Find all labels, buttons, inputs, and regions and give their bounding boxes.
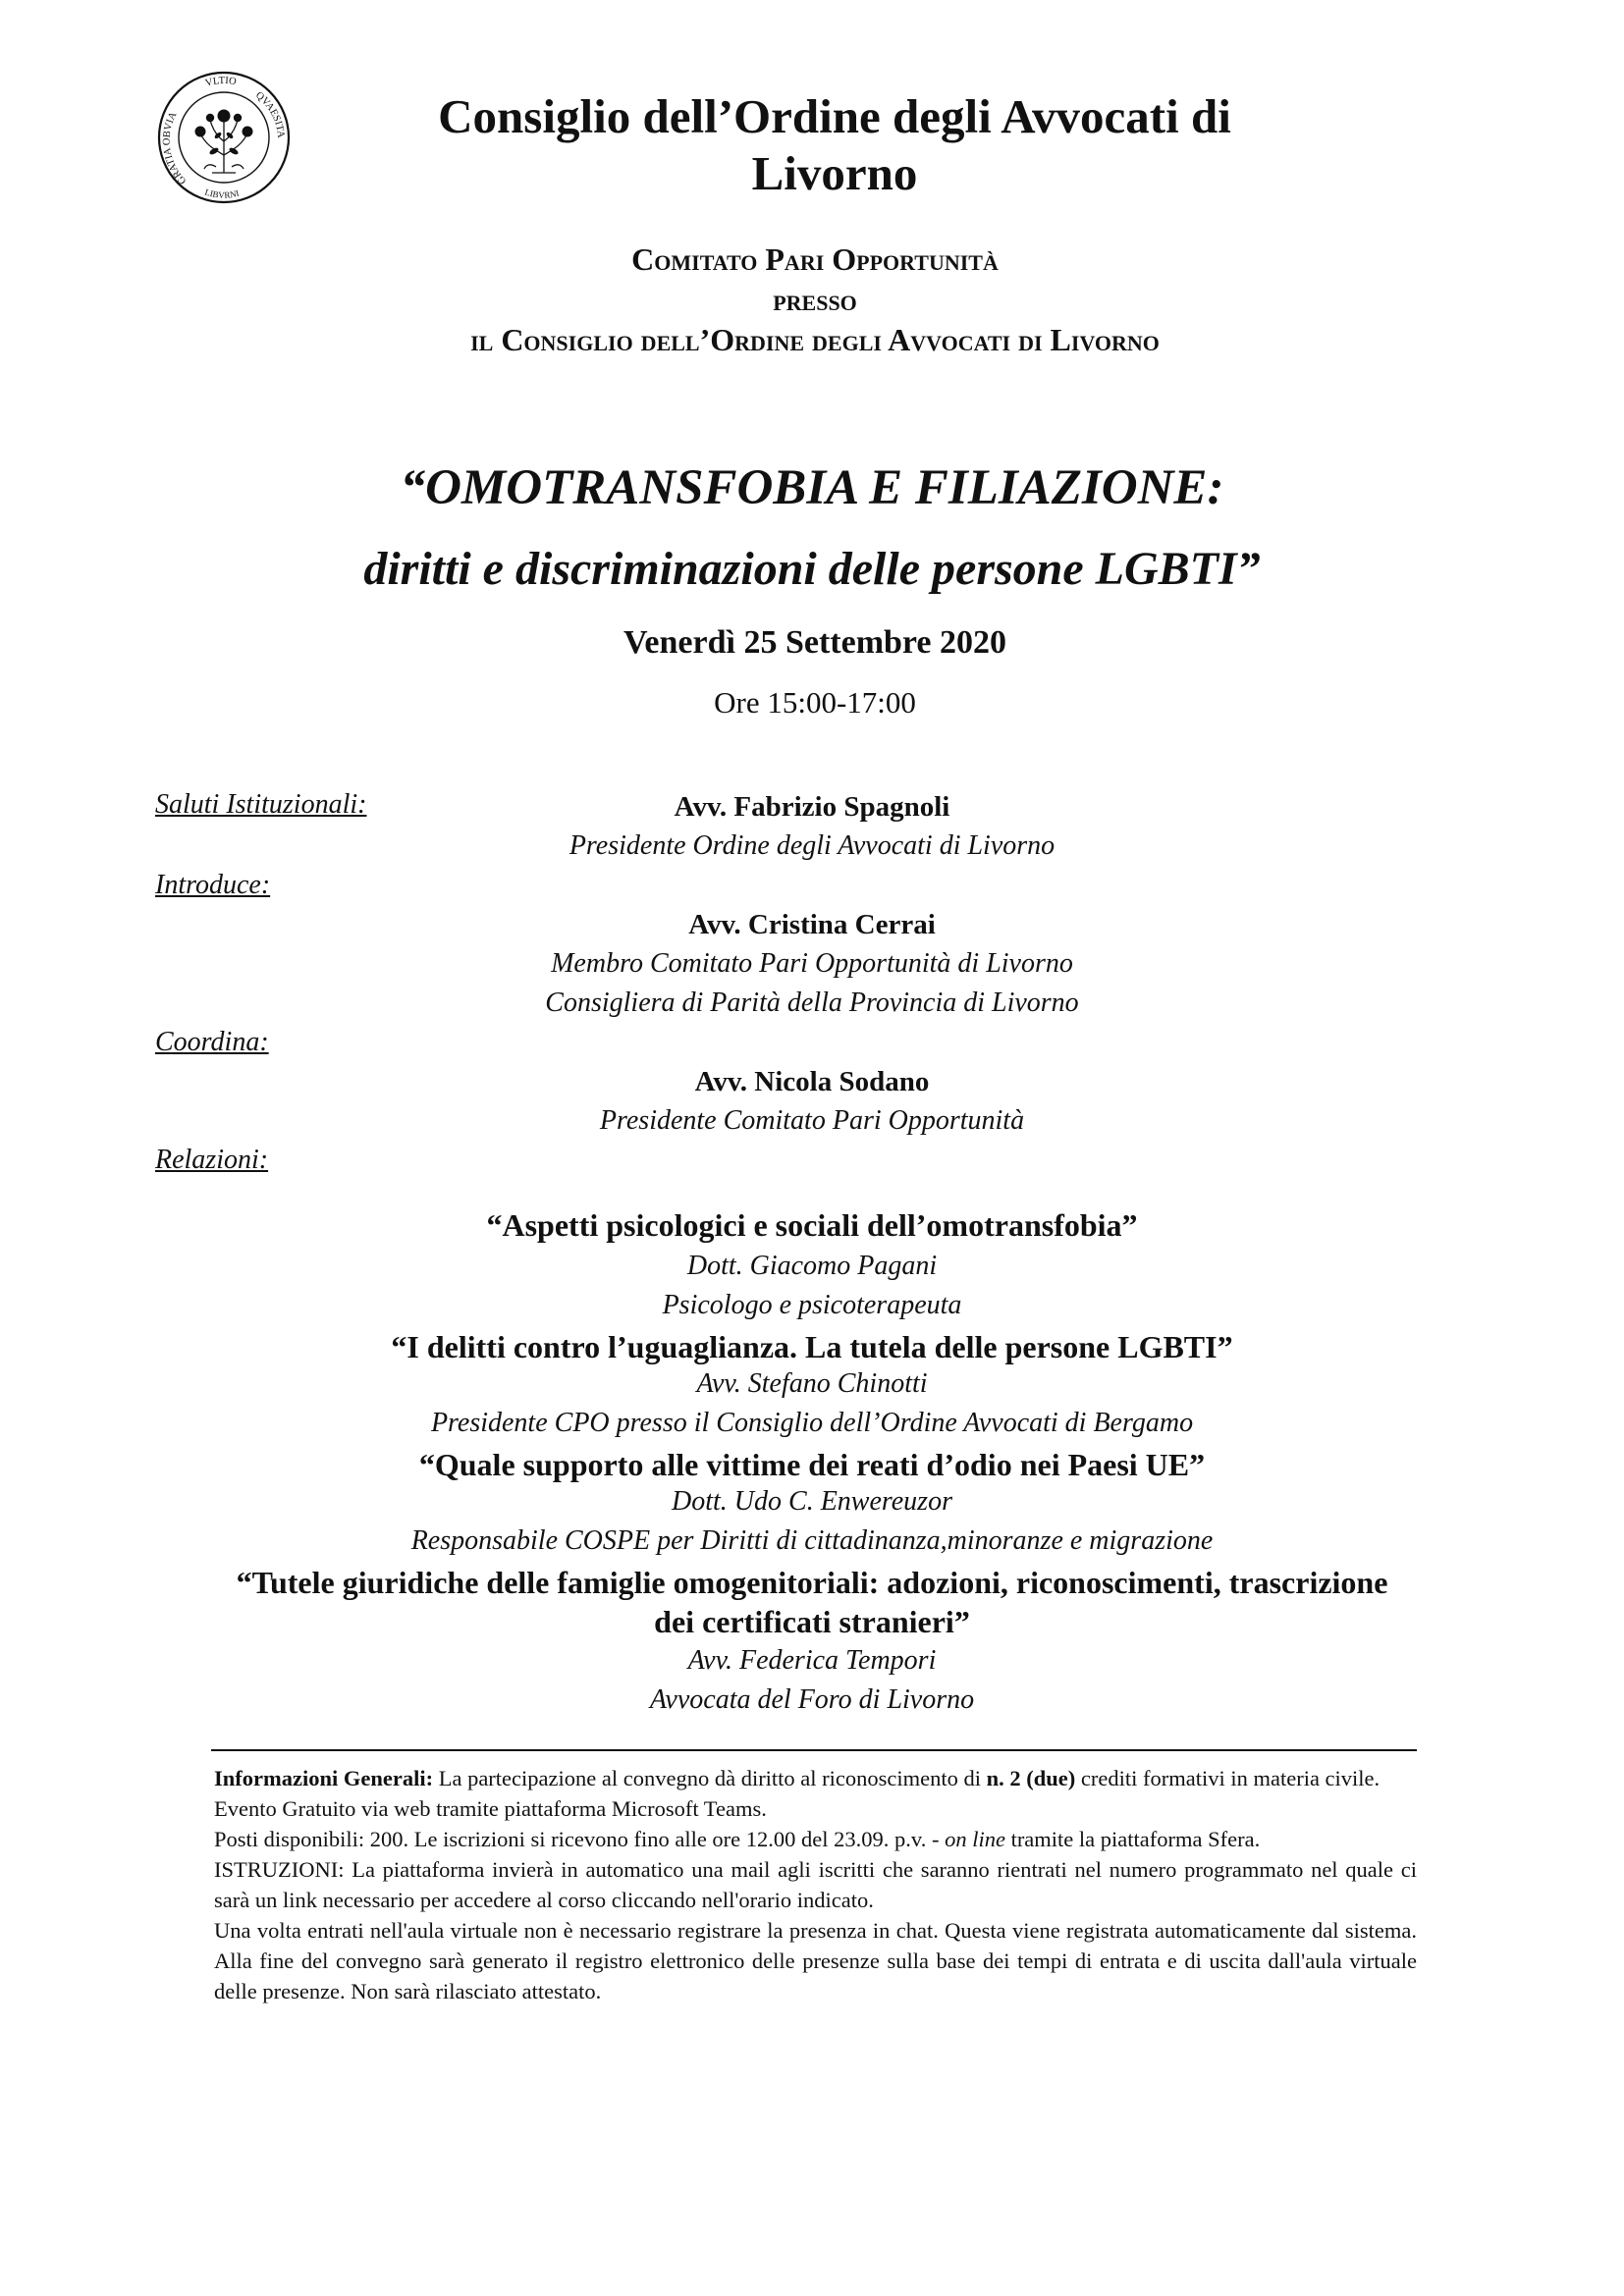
- info-platform: Evento Gratuito via web tramite piattaforma Microsoft Teams.: [214, 1796, 767, 1821]
- talk-2-title: “I delitti contro l’uguaglianza. La tutela delle persone LGBTI”: [391, 1329, 1233, 1364]
- bar-association-seal-logo: [157, 71, 291, 204]
- talk-2-affiliation: Presidente CPO presso il Consiglio dell’Ordine Avvocati di Bergamo: [430, 1408, 1194, 1438]
- introduce-affiliation-2: Consigliera di Parità della Provincia di Livorno: [545, 988, 1079, 1018]
- coordina-affiliation: Presidente Comitato Pari Opportunità: [599, 1105, 1025, 1136]
- info-instructions: ISTRUZIONI: La piattaforma invierà in automatico una mail agli iscritti che saranno rientrati nel numero programmato nel quale ci sarà un link necessario per accedere al corso cliccando nell'orario indicato.: [214, 1857, 1417, 1912]
- saluti-label: Saluti Istituzionali:: [155, 789, 367, 820]
- saluti-speaker: Avv. Fabrizio Spagnoli: [674, 791, 950, 823]
- svg-text:GRATIA OBVIA: GRATIA OBVIA: [161, 110, 189, 187]
- talk-4-title-line1: “Tutele giuridiche delle famiglie omogenitoriali: adozioni, riconoscimenti, trascrizione: [236, 1565, 1388, 1600]
- talk-3-title: “Quale supporto alle vittime dei reati d’odio nei Paesi UE”: [418, 1447, 1206, 1482]
- relazioni-label: Relazioni:: [155, 1145, 269, 1175]
- organization-title-line1: Consiglio dell’Ordine degli Avvocati di: [438, 89, 1231, 143]
- info-seats: Posti disponibili: 200. Le iscrizioni si ricevono fino alle ore 12.00 del 23.09. p.v. - on line tramite la piattaforma Sfera.: [214, 1827, 1261, 1851]
- event-date: Venerdì 25 Settembre 2020: [623, 624, 1006, 661]
- committee-line3: il Consiglio dell’Ordine degli Avvocati di Livorno: [470, 322, 1160, 357]
- info-credits: Informazioni Generali: La partecipazione al convegno dà diritto al riconoscimento di n. 2 (due) crediti formativi in materia civile.: [214, 1766, 1380, 1790]
- talk-4-affiliation: Avvocata del Foro di Livorno: [649, 1684, 975, 1715]
- committee-line2: presso: [773, 282, 857, 317]
- saluti-affiliation: Presidente Ordine degli Avvocati di Livorno: [568, 830, 1056, 861]
- committee-heading: [196, 240, 1434, 360]
- talk-4-speaker: Avv. Federica Tempori: [687, 1645, 937, 1676]
- organization-title-line2: Livorno: [751, 146, 918, 200]
- talk-1-affiliation: Psicologo e psicoterapeuta: [662, 1290, 962, 1320]
- svg-text:VLTIO: VLTIO: [203, 75, 238, 89]
- svg-text:QVAESITA: QVAESITA: [253, 89, 287, 139]
- talk-1-speaker: Dott. Giacomo Pagani: [686, 1251, 938, 1281]
- info-attendance: Una volta entrati nell'aula virtuale non è necessario registrare la presenza in chat. Questa viene registrata automaticamente dal sistema. Alla fine del convegno sarà generato il registro elettronico delle presenze sulla base dei tempi di entrata e di uscita dall'aula virtuale delle presenze. Non sarà rilasciato attestato.: [214, 1918, 1417, 2003]
- event-time: Ore 15:00-17:00: [714, 685, 916, 720]
- talk-3-speaker: Dott. Udo C. Enwereuzor: [672, 1486, 952, 1517]
- introduce-affiliation-1: Membro Comitato Pari Opportunità di Livorno: [551, 948, 1073, 979]
- event-title-line2: diritti e discriminazioni delle persone LGBTI”: [363, 543, 1261, 595]
- general-information: [214, 1763, 1417, 2006]
- talk-2-speaker: Avv. Stefano Chinotti: [696, 1368, 928, 1399]
- svg-text:LIBVRNI: LIBVRNI: [203, 187, 241, 200]
- divider-rule: [211, 1749, 1417, 1751]
- talk-3-affiliation: Responsabile COSPE per Diritti di cittadinanza,minoranze e migrazione: [410, 1525, 1214, 1556]
- organization-title: [324, 88, 1345, 202]
- introduce-speaker: Avv. Cristina Cerrai: [688, 909, 936, 940]
- introduce-label: Introduce:: [155, 870, 271, 900]
- info-label: Informazioni Generali:: [214, 1766, 434, 1790]
- talk-4-title-line2: dei certificati stranieri”: [654, 1604, 970, 1639]
- event-title-line1: “OMOTRANSFOBIA E FILIAZIONE:: [400, 460, 1224, 515]
- coordina-label: Coordina:: [155, 1027, 269, 1057]
- talk-1-title: “Aspetti psicologici e sociali dell’omotransfobia”: [486, 1207, 1138, 1243]
- coordina-speaker: Avv. Nicola Sodano: [694, 1066, 930, 1097]
- committee-line1: Comitato Pari Opportunità: [631, 241, 999, 277]
